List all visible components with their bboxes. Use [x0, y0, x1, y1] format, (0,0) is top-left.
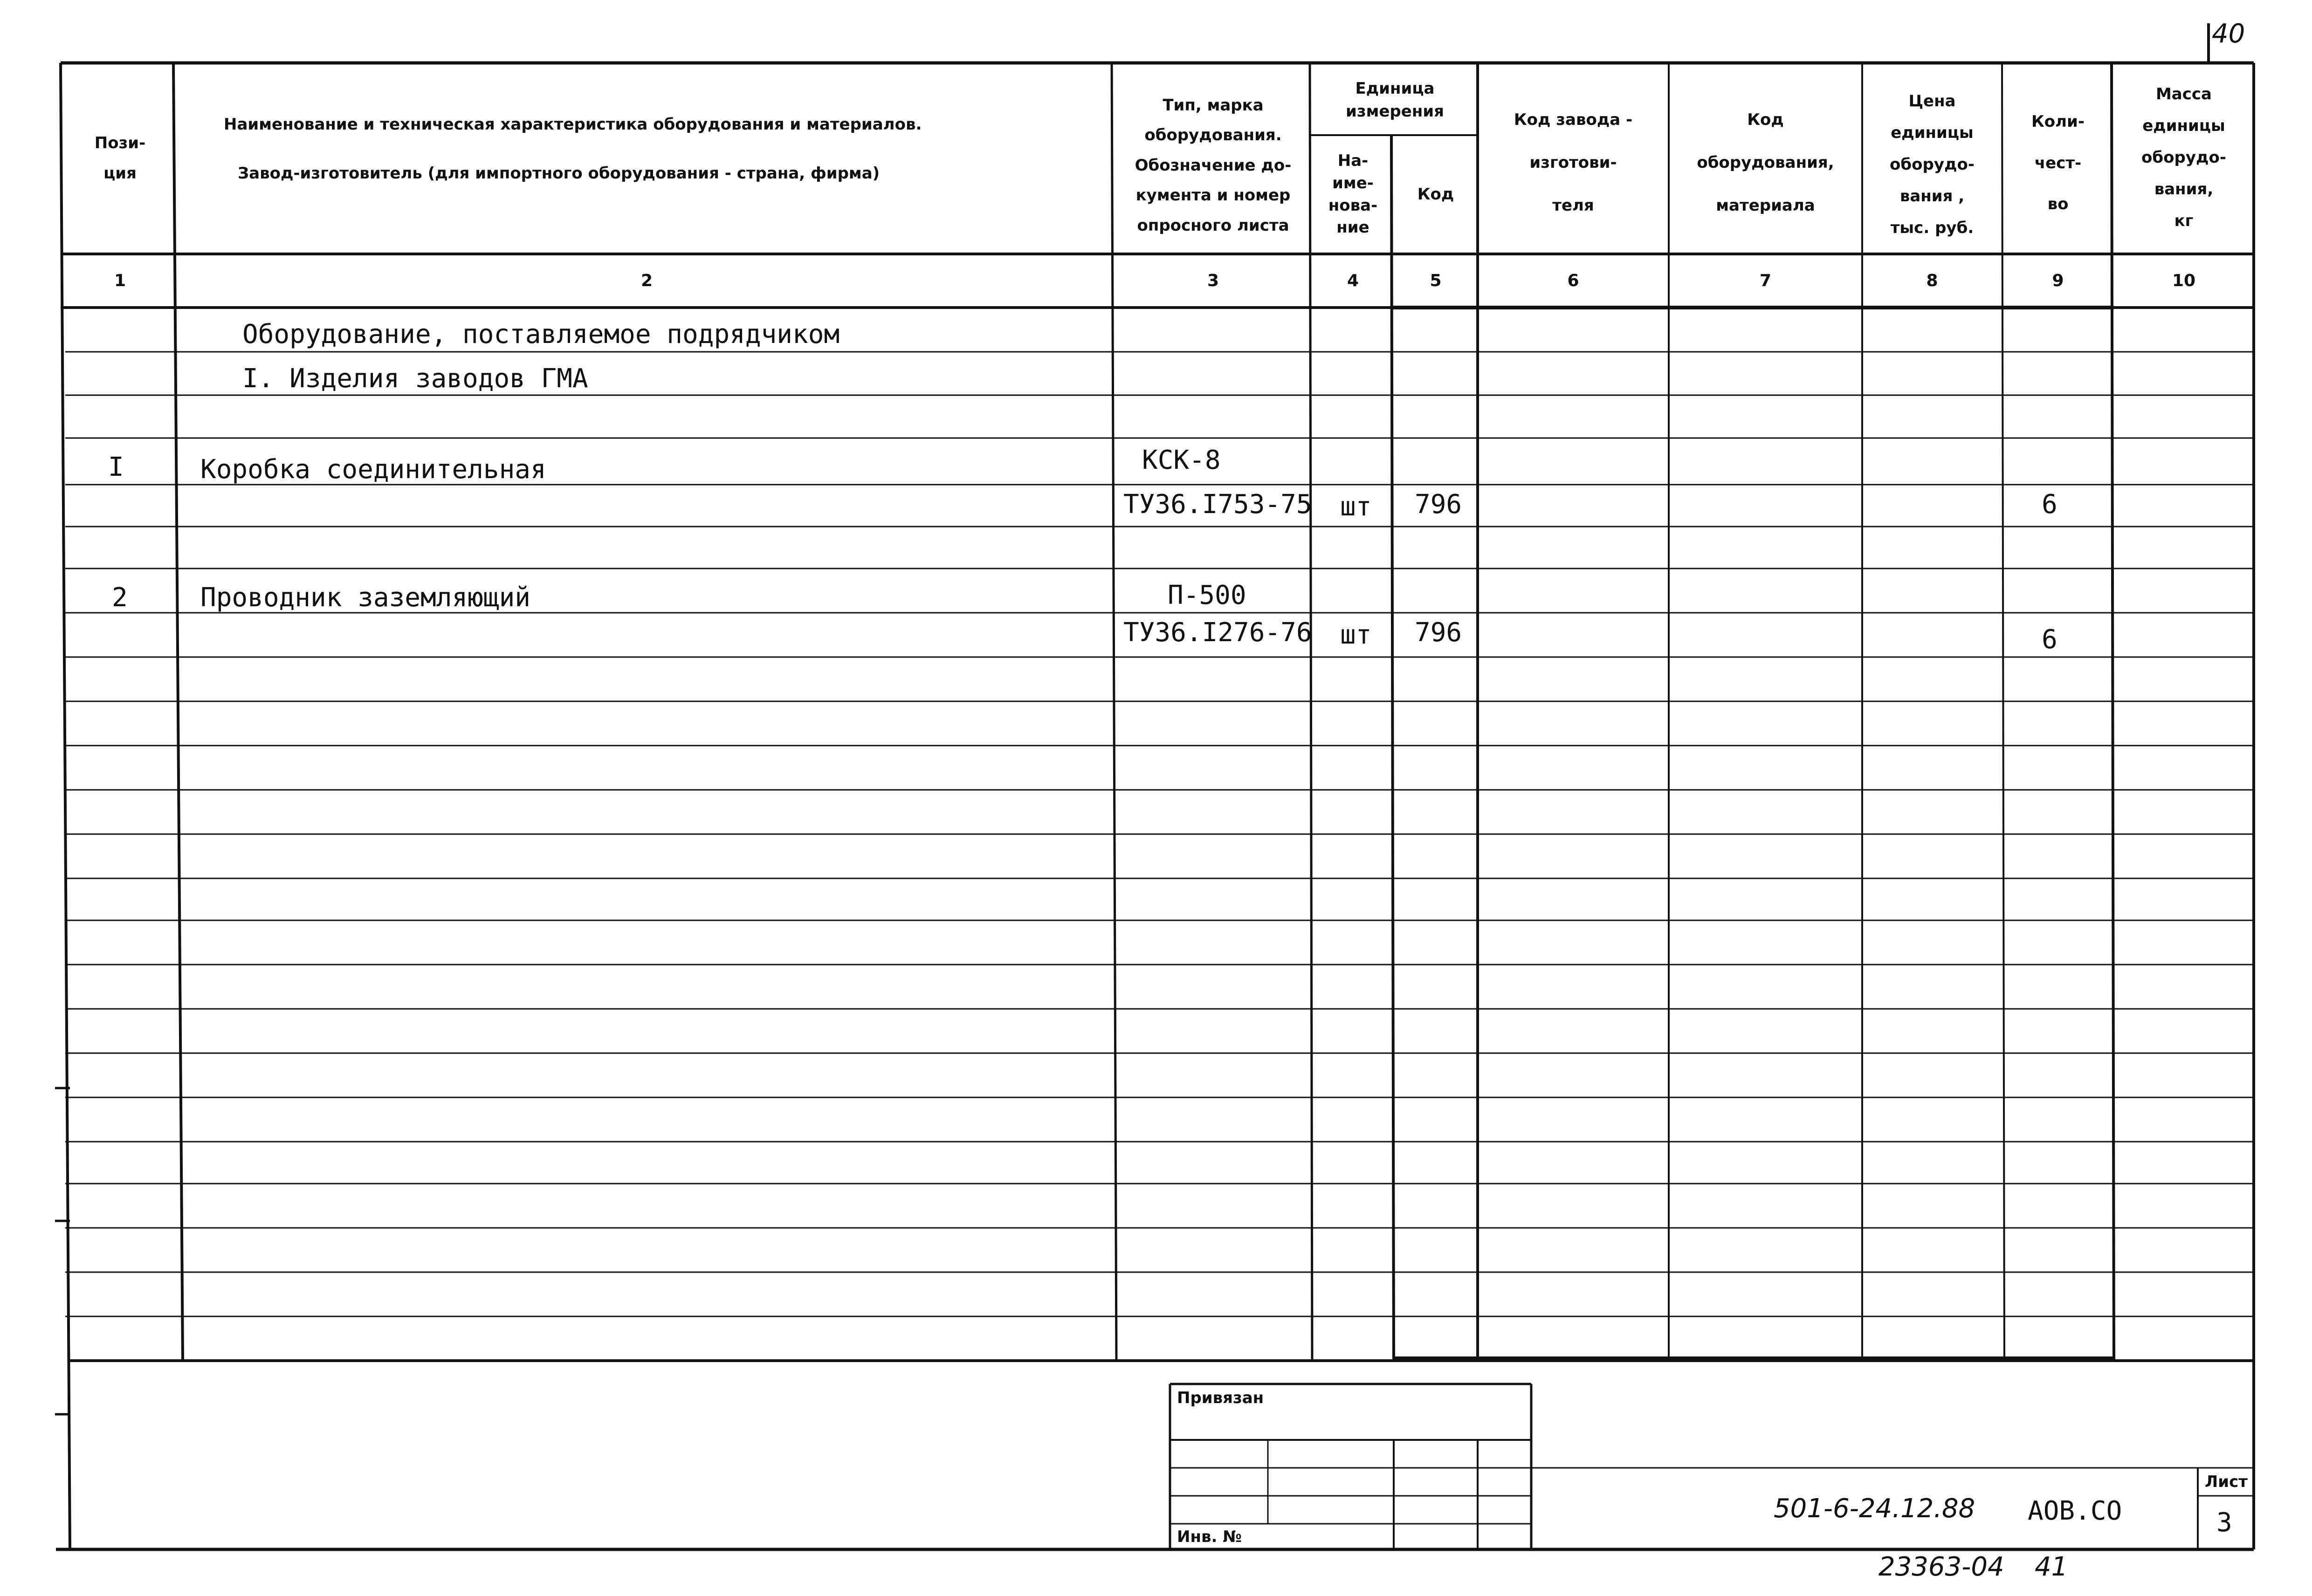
- column-number-9: 9: [2052, 271, 2064, 290]
- column-number-5: 5: [1430, 271, 1442, 290]
- item-2-unit-name: шт: [1340, 620, 1372, 650]
- archive-number: 23363-04: [1878, 1552, 2004, 1582]
- item-1-document: ТУ36.I753-75: [1123, 489, 1312, 520]
- item-2-name: Проводник заземляющий: [200, 582, 531, 613]
- header-unit-code: Код: [1417, 185, 1454, 204]
- column-number-8: 8: [1926, 271, 1938, 290]
- item-2-type-mark: П-500: [1168, 580, 1246, 610]
- stamp-attached-label: Привязан: [1177, 1389, 1264, 1407]
- subsection-title: I. Изделия заводов ГМА: [242, 363, 588, 394]
- item-2-document: ТУ36.I276-76: [1123, 617, 1312, 648]
- header-unit-mass: Масса единицы оборудо- вания, кг: [2141, 84, 2226, 230]
- sheet-number: 3: [2216, 1507, 2232, 1538]
- item-1-unit-code: 796: [1415, 489, 1462, 520]
- column-number-7: 7: [1759, 271, 1772, 290]
- item-1-type-mark: КСК-8: [1142, 445, 1221, 475]
- header-type-mark: Тип, марка оборудования. Обозначение до- кумента и номер опросного листа: [1135, 96, 1292, 235]
- item-1-position: I: [108, 452, 124, 482]
- doc-code: АОВ.СО: [2028, 1496, 2122, 1526]
- archive-page: 41: [2035, 1552, 2068, 1582]
- stamp-inv-label: Инв. №: [1177, 1528, 1242, 1546]
- header-unit-group: Единица измерения: [1346, 79, 1444, 121]
- item-2-quantity: 6: [2042, 624, 2057, 655]
- column-number-1: 1: [114, 271, 126, 290]
- item-2-position: 2: [112, 582, 128, 613]
- header-equipment-code: Код оборудования, материала: [1697, 110, 1834, 215]
- sheet-label: Лист: [2205, 1473, 2248, 1491]
- header-unit-price: Цена единицы оборудо- вания , тыс. руб.: [1890, 91, 1975, 237]
- column-number-3: 3: [1207, 271, 1219, 290]
- section-title: Оборудование, поставляемое подрядчиком: [242, 319, 840, 349]
- item-1-quantity: 6: [2042, 489, 2057, 520]
- column-number-6: 6: [1567, 271, 1579, 290]
- column-number-10: 10: [2172, 271, 2196, 290]
- top-sheet-number: 40: [2212, 19, 2245, 49]
- header-position: Пози- ция: [94, 134, 146, 183]
- header-manufacturer-code: Код завода - изготови- теля: [1514, 110, 1633, 215]
- doc-designation: 501-6-24.12.88: [1774, 1493, 1975, 1524]
- item-1-unit-name: шт: [1340, 492, 1372, 522]
- column-number-4: 4: [1347, 271, 1359, 290]
- header-name-line2: Завод-изготовитель (для импортного оборудования - страна, фирма): [238, 164, 880, 183]
- header-name-line1: Наименование и техническая характеристика оборудования и материалов.: [224, 115, 922, 134]
- header-quantity: Коли- чест- во: [2031, 112, 2085, 214]
- header-unit-name: На- име- нова- ние: [1328, 151, 1378, 237]
- item-1-name: Коробка соединительная: [200, 454, 546, 485]
- item-2-unit-code: 796: [1415, 617, 1462, 648]
- column-number-2: 2: [640, 271, 653, 290]
